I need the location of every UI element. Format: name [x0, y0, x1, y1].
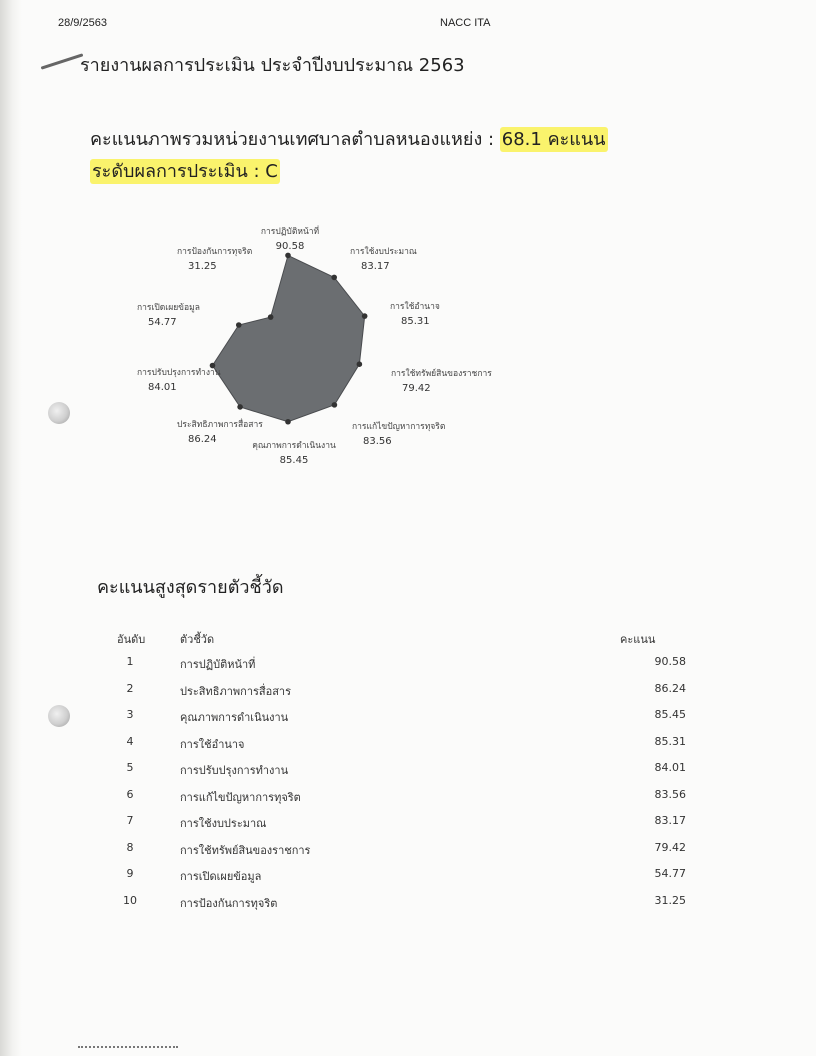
report-title: รายงานผลการประเมิน ประจำปีงบประมาณ 2563: [80, 55, 465, 76]
score-cell: 85.31: [654, 734, 686, 748]
rank-cell: 6: [126, 787, 134, 801]
col-header-rank: อันดับ: [117, 633, 146, 646]
data-label: 79.42: [402, 383, 431, 394]
score-cell: 54.77: [654, 867, 686, 880]
score-cell: 90.58: [654, 655, 686, 668]
axis-label: การใช้อำนาจ: [390, 302, 440, 312]
table-row: [0, 867, 816, 887]
axis-label: คุณภาพการดำเนินงาน: [252, 441, 336, 451]
radar-point: [357, 361, 363, 367]
score-cell: 84.01: [654, 761, 686, 774]
indicator-cell: การปรับปรุงการทำงาน: [180, 764, 289, 777]
table-row: [0, 708, 816, 728]
print-date: 28/9/2563: [58, 17, 107, 29]
table-row: [0, 814, 816, 834]
radar-chart: [100, 212, 500, 472]
table-row: [0, 655, 816, 675]
cut-off-footer-text: [78, 1046, 178, 1054]
radar-point: [285, 253, 291, 259]
data-label: 86.24: [188, 434, 217, 445]
data-label: 85.31: [401, 316, 430, 327]
rank-cell: 1: [126, 655, 134, 668]
score-cell: 31.25: [654, 893, 686, 907]
radar-point: [331, 275, 337, 281]
pen-mark: [41, 53, 84, 69]
ranking-title: คะแนนสูงสุดรายตัวชี้วัด: [97, 577, 284, 598]
radar-point: [332, 402, 338, 408]
axis-label: การใช้ทรัพย์สินของราชการ: [391, 369, 492, 379]
data-label: 84.01: [148, 382, 177, 393]
axis-label: การเปิดเผยข้อมูล: [137, 303, 200, 313]
overall-score-line: [90, 124, 608, 153]
axis-label: การป้องกันการทุจริต: [177, 247, 253, 257]
table-row: [0, 788, 816, 808]
table-row: [0, 682, 816, 702]
indicator-cell: การใช้งบประมาณ: [180, 817, 267, 830]
radar-point: [268, 314, 274, 320]
table-row: [0, 894, 816, 914]
radar-point: [236, 322, 242, 328]
data-label: 31.25: [188, 261, 217, 272]
rank-cell: 8: [126, 840, 134, 854]
score-cell: 86.24: [654, 681, 686, 695]
indicator-cell: การแก้ไขปัญหาการทุจริต: [180, 790, 301, 804]
axis-label: การปรับปรุงการทำงาน: [137, 368, 221, 378]
score-cell: 79.42: [654, 840, 686, 854]
indicator-cell: การป้องกันการทุจริต: [180, 896, 278, 910]
score-cell: 83.17: [654, 814, 686, 827]
col-header-indicator: ตัวชี้วัด: [180, 633, 215, 646]
table-row: [0, 761, 816, 781]
overall-score-label: คะแนนภาพรวมหน่วยงานเทศบาลตำบลหนองแหย่ง :: [90, 129, 500, 150]
axis-label: การแก้ไขปัญหาการทุจริต: [352, 422, 446, 432]
rank-cell: 4: [126, 734, 134, 748]
assessment-level: ระดับผลการประเมิน : C: [92, 161, 278, 182]
indicator-cell: คุณภาพการดำเนินงาน: [180, 711, 289, 724]
indicator-cell: การใช้อำนาจ: [180, 737, 245, 751]
data-label: 83.56: [363, 436, 392, 447]
rank-cell: 7: [126, 814, 134, 827]
table-row: [0, 841, 816, 861]
axis-label: การปฏิบัติหน้าที่: [260, 227, 320, 237]
col-header-score: คะแนน: [620, 633, 656, 646]
indicator-cell: การเปิดเผยข้อมูล: [180, 870, 262, 883]
rank-cell: 5: [126, 761, 134, 774]
rank-cell: 10: [123, 893, 137, 907]
indicator-cell: ประสิทธิภาพการสื่อสาร: [180, 684, 292, 698]
rank-cell: 2: [126, 681, 134, 695]
punch-hole: [48, 402, 70, 424]
radar-area: [212, 255, 364, 421]
rank-cell: 9: [126, 867, 134, 880]
indicator-cell: การใช้ทรัพย์สินของราชการ: [180, 843, 311, 857]
table-row: [0, 735, 816, 755]
rank-cell: 3: [126, 708, 134, 721]
radar-point: [285, 419, 291, 425]
overall-score-value: 68.1 คะแนน: [501, 129, 606, 150]
data-label: 54.77: [148, 317, 177, 328]
data-label: 85.45: [279, 455, 309, 466]
radar-point: [362, 313, 368, 319]
site-name: NACC ITA: [440, 17, 491, 29]
assessment-level-line: [90, 156, 280, 185]
axis-label: การใช้งบประมาณ: [350, 247, 417, 257]
data-label: 90.58: [275, 241, 305, 252]
score-cell: 85.45: [654, 708, 686, 721]
axis-label: ประสิทธิภาพการสื่อสาร: [177, 420, 263, 430]
indicator-cell: การปฏิบัติหน้าที่: [180, 658, 256, 671]
data-label: 83.17: [361, 261, 390, 272]
score-cell: 83.56: [654, 787, 686, 801]
radar-point: [237, 404, 243, 410]
